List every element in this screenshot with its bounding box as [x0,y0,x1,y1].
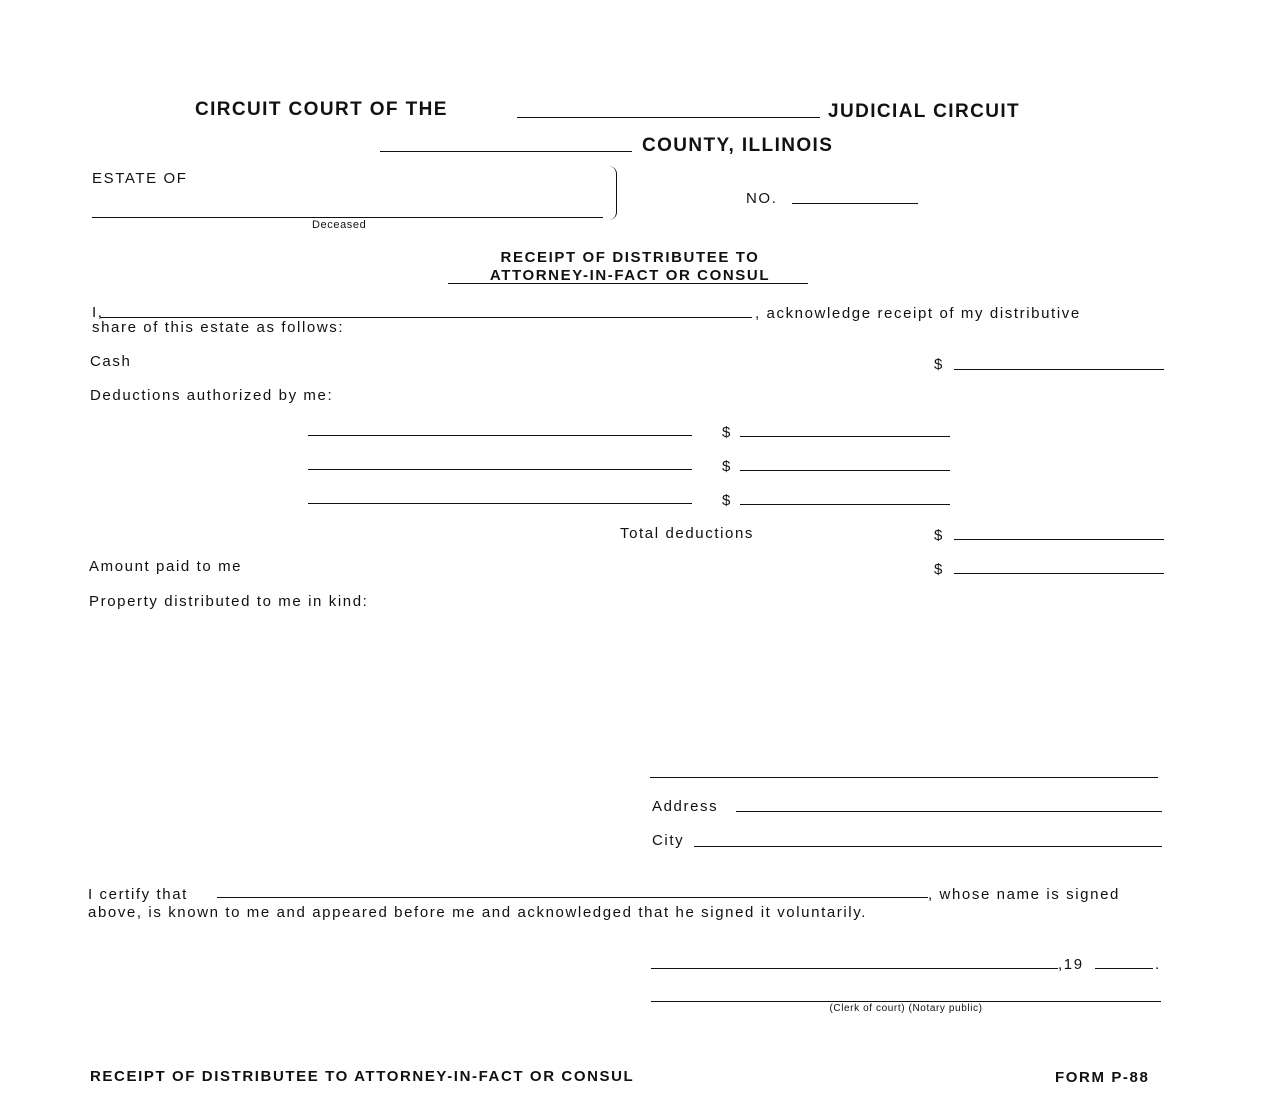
county-field[interactable] [380,151,632,152]
property-label: Property distributed to me in kind: [89,593,369,610]
form-number: FORM P-88 [1055,1069,1150,1086]
deduction-3-amount-field[interactable] [740,504,950,505]
caption-brace [606,166,617,220]
deceased-label: Deceased [312,219,367,231]
judicial-circuit-field[interactable] [517,117,820,118]
court-prefix: CIRCUIT COURT OF THE [195,99,448,120]
dollar-sign: $ [722,492,732,509]
city-field[interactable] [694,846,1162,847]
amount-paid-label: Amount paid to me [89,558,243,575]
distributee-signature-field[interactable] [650,777,1158,778]
footer-title: RECEIPT OF DISTRIBUTEE TO ATTORNEY-IN-FACT OR CONSUL [90,1068,635,1085]
decedent-name-field[interactable] [92,217,603,218]
certify-label: I certify that [88,886,188,903]
certify-suffix: , whose name is signed [928,886,1120,903]
deduction-2-description-field[interactable] [308,469,692,470]
acknowledge-text-line2: share of this estate as follows: [92,319,345,336]
court-suffix: JUDICIAL CIRCUIT [828,101,1020,122]
year-field[interactable] [1095,968,1153,969]
officer-signature-field[interactable] [651,1001,1161,1002]
total-deductions-label: Total deductions [620,525,755,542]
i-label: I, [92,304,104,321]
address-field[interactable] [736,811,1162,812]
title-underline [448,283,808,284]
cash-amount-field[interactable] [954,369,1164,370]
form-title-line2: ATTORNEY-IN-FACT OR CONSUL [489,267,771,284]
city-label: City [652,832,685,849]
date-field[interactable] [651,968,1058,969]
estate-of-label: ESTATE OF [92,170,188,187]
cash-label: Cash [90,353,132,370]
amount-paid-field[interactable] [954,573,1164,574]
deduction-1-description-field[interactable] [308,435,692,436]
form-title-line1: RECEIPT OF DISTRIBUTEE TO [500,249,760,266]
year-prefix: ,19 [1058,956,1084,973]
deductions-label: Deductions authorized by me: [90,387,334,404]
dollar-sign: $ [934,356,944,373]
county-suffix: COUNTY, ILLINOIS [642,135,834,156]
case-number-label: NO. [746,190,778,207]
dollar-sign: $ [722,458,732,475]
total-deductions-field[interactable] [954,539,1164,540]
distributee-name-field[interactable] [100,317,752,318]
year-period: . [1155,956,1161,973]
deduction-3-description-field[interactable] [308,503,692,504]
dollar-sign: $ [934,561,944,578]
deduction-2-amount-field[interactable] [740,470,950,471]
officer-caption: (Clerk of court) (Notary public) [829,1003,983,1014]
dollar-sign: $ [934,527,944,544]
dollar-sign: $ [722,424,732,441]
case-number-field[interactable] [792,203,918,204]
address-label: Address [652,798,719,815]
certify-text-line2: above, is known to me and appeared before me and acknowledged that he signed it voluntarily. [88,904,867,921]
deduction-1-amount-field[interactable] [740,436,950,437]
acknowledge-text: , acknowledge receipt of my distributive [755,305,1081,322]
certified-name-field[interactable] [217,897,928,898]
